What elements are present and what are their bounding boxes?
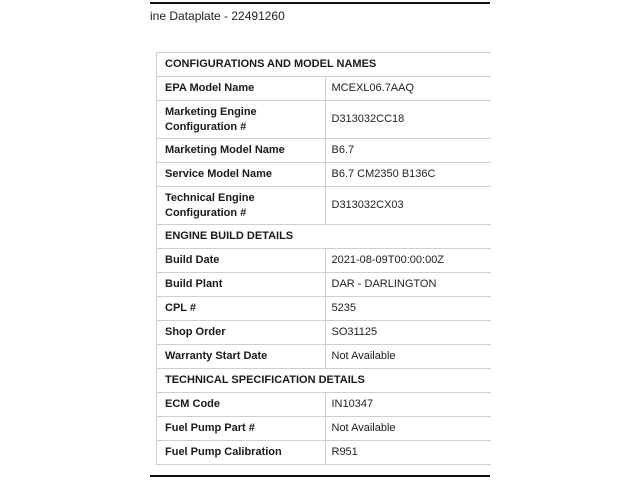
table-row: [157, 139, 491, 163]
bottom-divider: [150, 475, 490, 477]
row-value: R951: [325, 441, 491, 465]
row-label: Build Plant: [157, 273, 325, 297]
row-value: D313032CX03: [325, 187, 491, 225]
section-header-configurations: [157, 53, 491, 77]
row-value: B6.7 CM2350 B136C: [325, 163, 491, 187]
row-value: B6.7: [325, 139, 491, 163]
row-value: DAR - DARLINGTON: [325, 273, 491, 297]
row-label: Fuel Pump Part #: [157, 417, 325, 441]
dataplate-table-container: [156, 52, 491, 465]
section-heading: TECHNICAL SPECIFICATION DETAILS: [157, 369, 491, 393]
section-header-technical-specification: [157, 369, 491, 393]
section-heading: CONFIGURATIONS AND MODEL NAMES: [157, 53, 491, 77]
row-label: Build Date: [157, 249, 325, 273]
row-value: Not Available: [325, 417, 491, 441]
table-row: [157, 417, 491, 441]
row-value: 5235: [325, 297, 491, 321]
row-label: Marketing Model Name: [157, 139, 325, 163]
table-row: [157, 187, 491, 225]
table-row: [157, 273, 491, 297]
table-row: [157, 393, 491, 417]
row-value: Not Available: [325, 345, 491, 369]
row-label: EPA Model Name: [157, 77, 325, 101]
row-value: 2021-08-09T00:00:00Z: [325, 249, 491, 273]
top-divider: [150, 2, 490, 4]
table-row: [157, 101, 491, 139]
table-row: [157, 345, 491, 369]
row-label: ECM Code: [157, 393, 325, 417]
row-value: SO31125: [325, 321, 491, 345]
table-row: [157, 77, 491, 101]
table-row: [157, 163, 491, 187]
document-title: ine Dataplate - 22491260: [150, 9, 285, 23]
section-header-engine-build: [157, 225, 491, 249]
row-value: IN10347: [325, 393, 491, 417]
row-label: Technical Engine Configuration #: [157, 187, 325, 225]
row-label: Warranty Start Date: [157, 345, 325, 369]
row-label: CPL #: [157, 297, 325, 321]
row-label: Shop Order: [157, 321, 325, 345]
section-heading: ENGINE BUILD DETAILS: [157, 225, 491, 249]
table-row: [157, 441, 491, 465]
row-label: Fuel Pump Calibration: [157, 441, 325, 465]
table-row: [157, 321, 491, 345]
dataplate-table: [157, 52, 491, 465]
row-value: D313032CC18: [325, 101, 491, 139]
row-label: Marketing Engine Configuration #: [157, 101, 325, 139]
row-value: MCEXL06.7AAQ: [325, 77, 491, 101]
row-label: Service Model Name: [157, 163, 325, 187]
table-row: [157, 297, 491, 321]
table-row: [157, 249, 491, 273]
